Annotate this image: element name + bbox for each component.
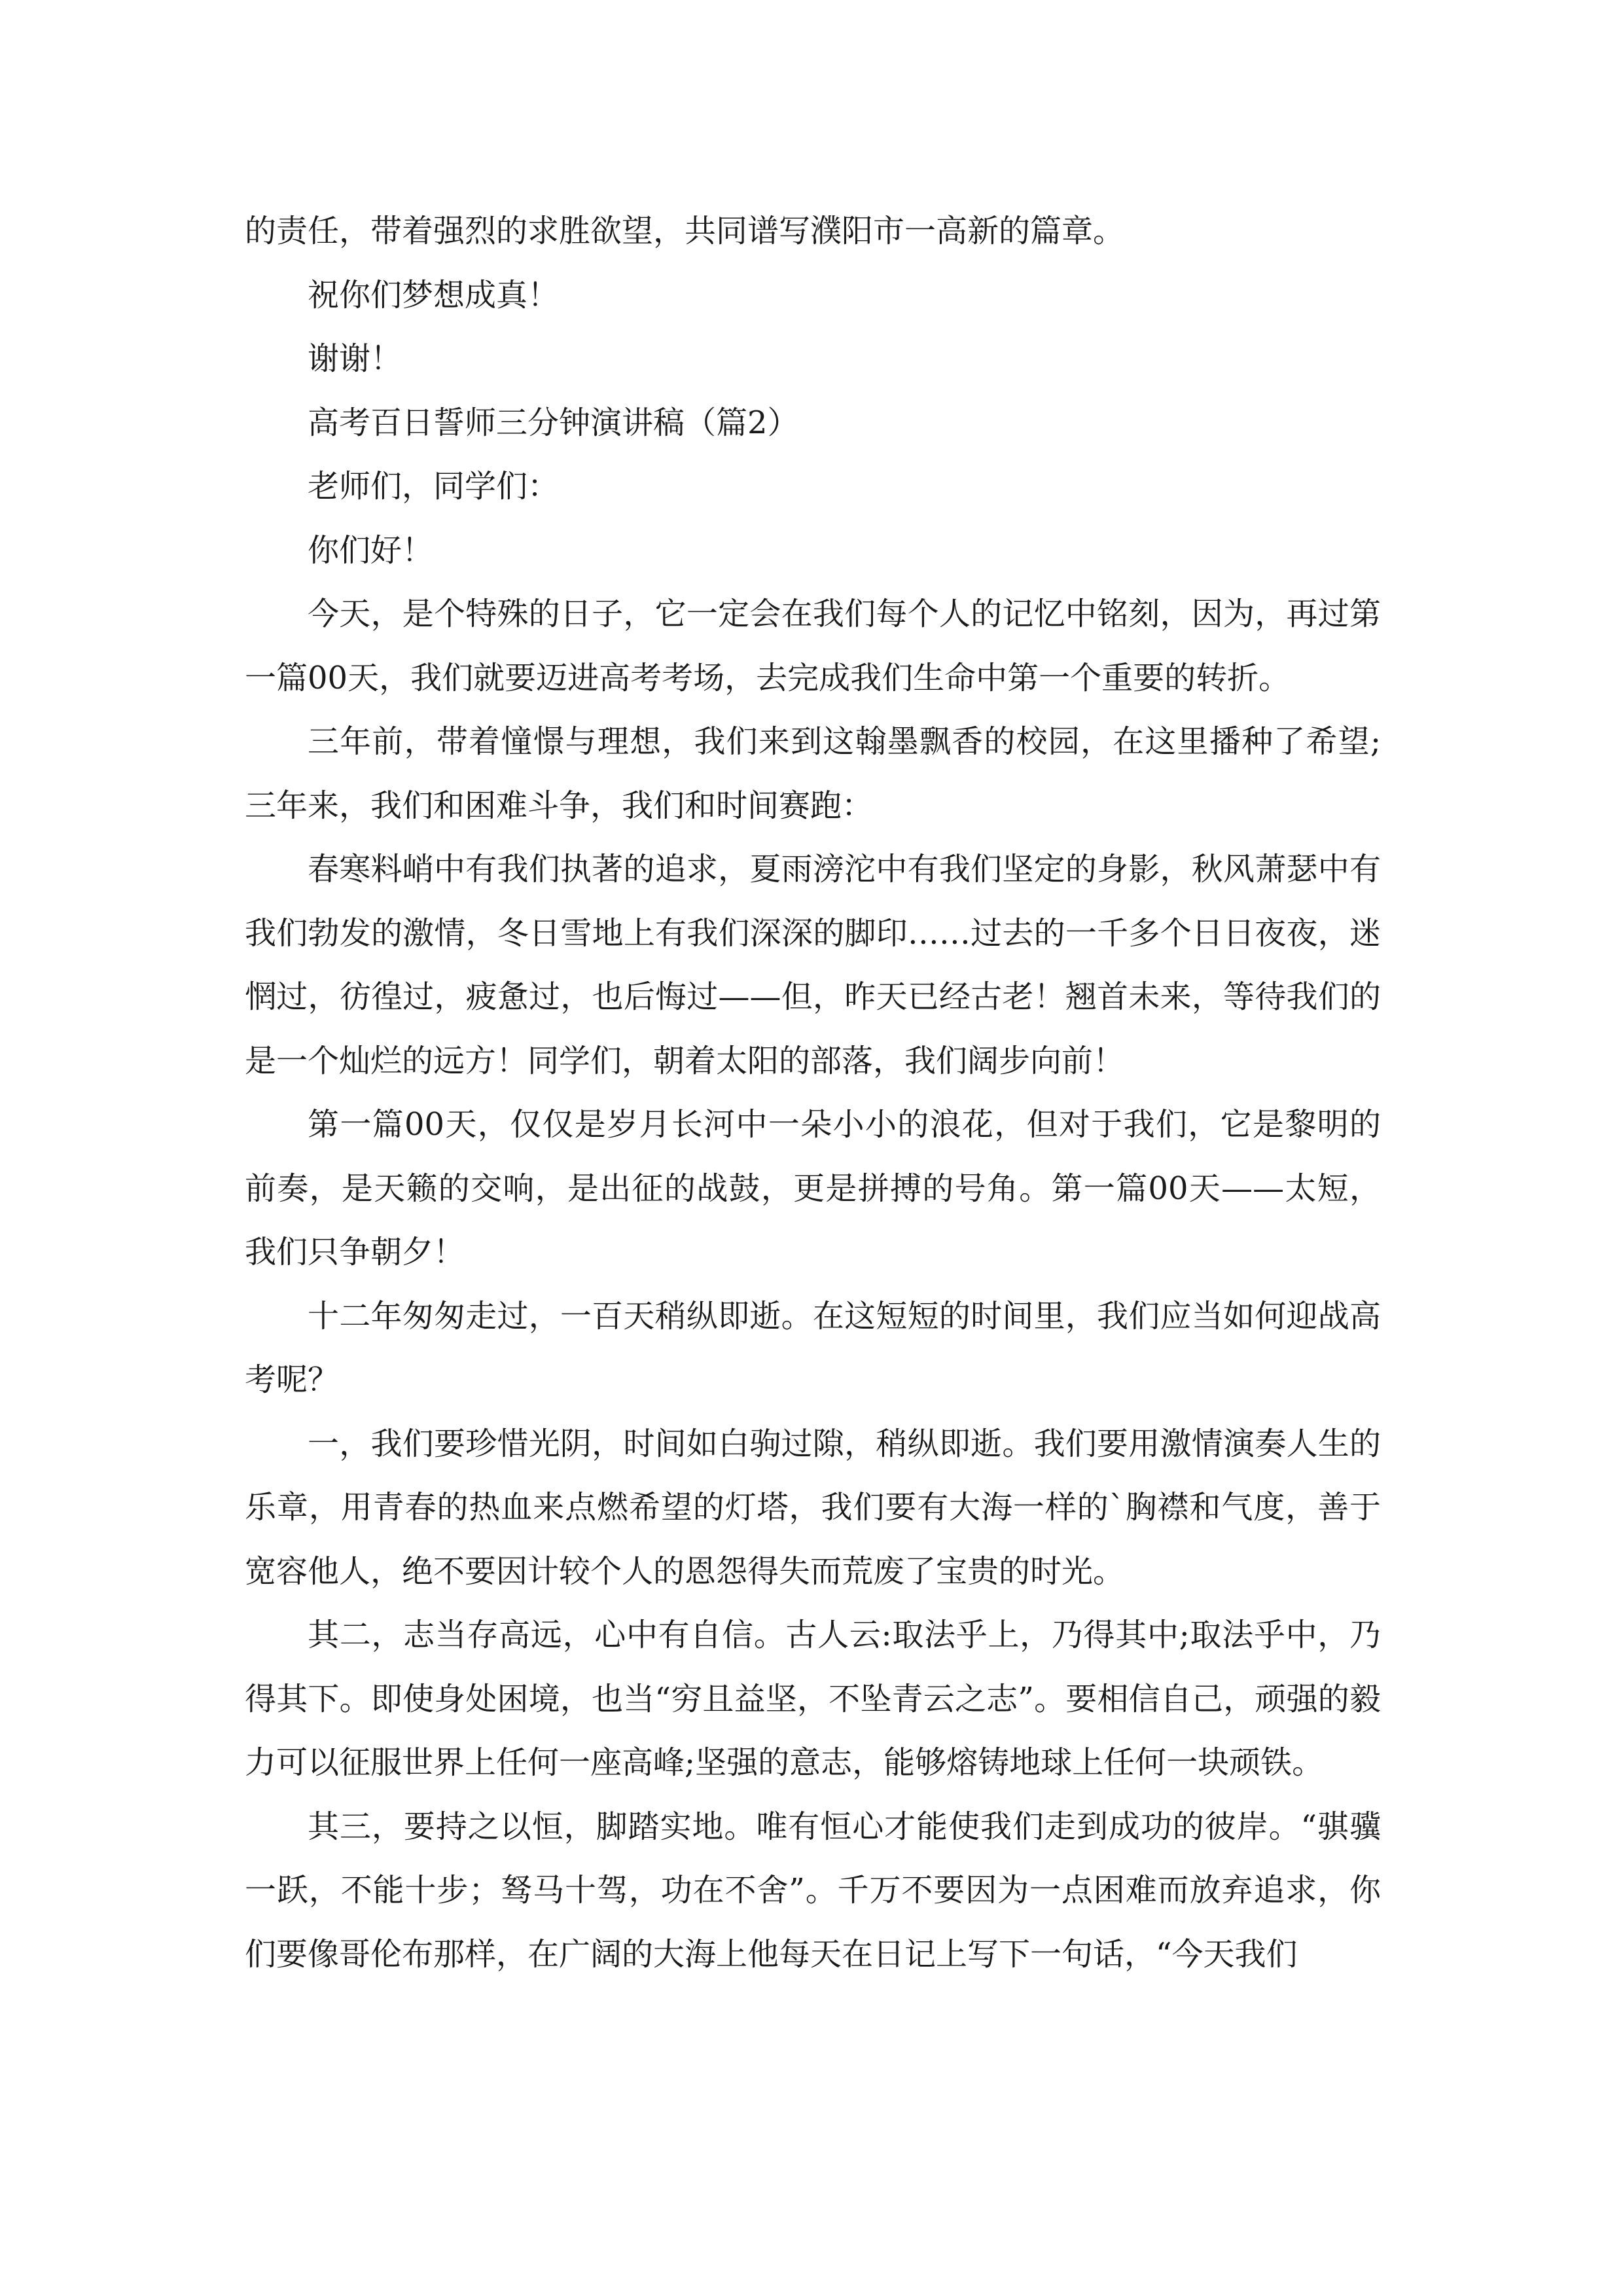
paragraph: 其二，志当存高远，心中有自信。古人云:取法乎上，乃得其中;取法乎中，乃得其下。即使身处困境，也当“穷且益坚，不坠青云之志”。要相信自己，顽强的毅力可以征服世界上任何一座高峰;坚强的意志，能够熔铸地球上任何一块顽铁。 bbox=[245, 1617, 1381, 1781]
paragraph: 一，我们要珍惜光阴，时间如白驹过隙，稍纵即逝。我们要用激情演奏人生的乐章，用青春的热血来点燃希望的灯塔，我们要有大海一样的`胸襟和气度，善于宽容他人，绝不要因计较个人的恩怨得失而荒废了宝贵的时光。 bbox=[245, 1425, 1381, 1590]
paragraph: 春寒料峭中有我们执著的追求，夏雨滂沱中有我们坚定的身影，秋风萧瑟中有我们勃发的激情，冬日雪地上有我们深深的脚印……过去的一千多个日日夜夜，迷惘过，彷徨过，疲惫过，也后悔过——但，昨天已经古老！翘首未来，等待我们的是一个灿烂的远方！同学们，朝着太阳的部落，我们阔步向前！ bbox=[245, 851, 1381, 1079]
paragraph: 第一篇00天，仅仅是岁月长河中一朵小小的浪花，但对于我们，它是黎明的前奏，是天籁的交响，是出征的战鼓，更是拼搏的号角。第一篇00天——太短，我们只争朝夕！ bbox=[245, 1106, 1381, 1270]
paragraph: 十二年匆匆走过，一百天稍纵即逝。在这短短的时间里，我们应当如何迎战高考呢？ bbox=[245, 1297, 1381, 1398]
paragraph: 祝你们梦想成真！ bbox=[308, 276, 560, 314]
section-heading: 高考百日誓师三分钟演讲稿（篇2） bbox=[308, 404, 799, 441]
paragraph: 今天，是个特殊的日子，它一定会在我们每个人的记忆中铭刻，因为，再过第一篇00天，我们就要迈进高考考场，去完成我们生命中第一个重要的转折。 bbox=[245, 596, 1381, 696]
paragraph: 其三，要持之以恒，脚踏实地。唯有恒心才能使我们走到成功的彼岸。“骐骥一跃，不能十步；驽马十驾，功在不舍”。千万不要因为一点困难而放弃追求，你们要像哥伦布那样，在广阔的大海上他每天在日记上写下一句话，“今天我们 bbox=[245, 1808, 1381, 1973]
paragraph: 三年前，带着憧憬与理想，我们来到这翰墨飘香的校园，在这里播种了希望;三年来，我们和困难斗争，我们和时间赛跑： bbox=[245, 723, 1381, 824]
paragraph: 老师们，同学们： bbox=[308, 468, 560, 505]
paragraph: 谢谢！ bbox=[308, 340, 402, 377]
paragraph: 你们好！ bbox=[308, 531, 434, 569]
paragraph: 的责任，带着强烈的求胜欲望，共同谱写濮阳市一高新的篇章。 bbox=[245, 213, 1125, 249]
document-body bbox=[245, 200, 1381, 1986]
